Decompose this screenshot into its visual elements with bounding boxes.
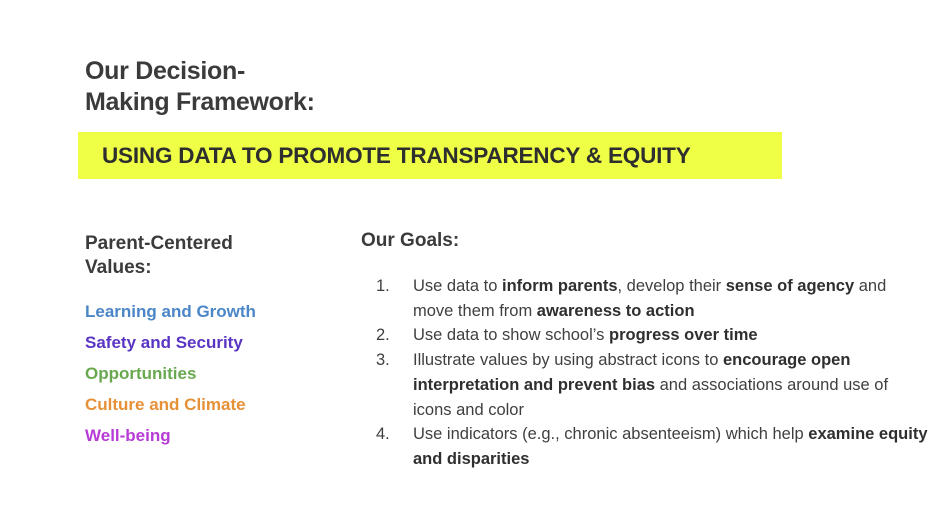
goal-item [370,323,930,348]
goal-number: 1. [376,277,390,295]
goal-number: 3. [376,351,390,370]
goal-emphasis: inform parents [501,277,618,295]
goal-text: and move them from [413,277,887,320]
goal-text: Use indicators (e.g., chronic absenteeism) which help [413,425,809,444]
goal-item [370,422,930,471]
goal-emphasis: examine equity and disparities [413,425,928,468]
goal-item [370,274,930,323]
goal-text: Use data to show school’s [413,326,609,345]
goal-number: 2. [376,326,390,345]
highlight-banner [78,132,782,179]
page-title [85,56,315,118]
goal-item [370,348,930,422]
banner-text: USING DATA TO PROMOTE TRANSPARENCY & EQUITY [102,142,691,168]
goals-heading: Our Goals: [361,230,460,251]
goals-list [370,274,930,472]
value-learning-and-growth: Learning and Growth [85,302,256,321]
goal-emphasis: awareness to action [536,301,695,320]
values-heading-line-2: Values: [85,257,152,278]
value-opportunities: Opportunities [85,364,197,383]
goal-emphasis: encourage open interpretation and prevent bias [413,351,851,394]
goal-text: Use data to [413,277,502,295]
values-heading-line-1: Parent-Centered [85,233,233,254]
value-culture-and-climate: Culture and Climate [85,395,246,414]
goal-emphasis: progress over time [608,326,758,345]
values-heading [85,232,233,280]
values-list [85,298,256,453]
page-title-line-1: Our Decision- [85,57,246,85]
value-well-being: Well-being [85,426,171,445]
goal-number: 4. [376,425,390,444]
goal-emphasis: sense of agency [725,277,855,295]
value-safety-and-security: Safety and Security [85,333,243,352]
goal-text: and associations around use of icons and color [413,375,889,419]
goal-text: , develop their [617,277,726,295]
goal-text: Illustrate values by using abstract icons to [413,351,723,370]
page-title-line-2: Making Framework: [85,88,315,116]
